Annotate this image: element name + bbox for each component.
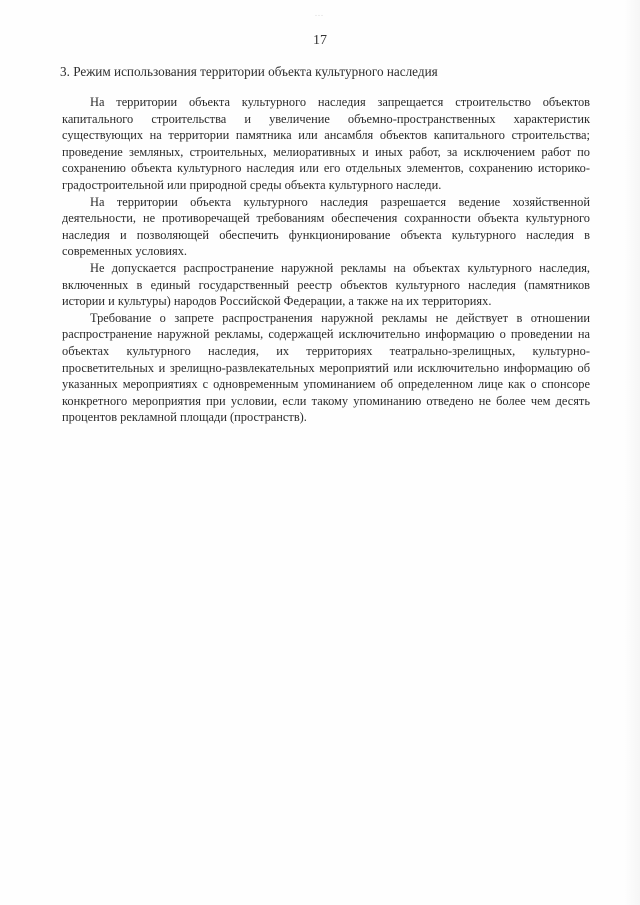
scan-edge-shadow (624, 0, 640, 905)
page-number: 17 (313, 33, 327, 48)
paragraph: На территории объекта культурного наследия разрешается ведение хозяйственной деятельности, не противоречащей требованиям обеспечения сохранности объекта культурного наследия и позволяющей обеспечить функционирование объекта культурного наследия в современных условиях. (62, 194, 590, 259)
paragraph: Не допускается распространение наружной рекламы на объектах культурного наследия, включенных в единый государственный реестр объектов культурного наследия (памятников истории и культуры) народов Российской Федерации, а также на их территориях. (62, 260, 590, 309)
paragraph: Требование о запрете распространения наружной рекламы не действует в отношении распространение наружной рекламы, содержащей исключительно информацию о проведении на объектах культурного наследия, их территориях театрально-зрелищных, культурно-просветительных и зрелищно-развлекательных мероприятий или исключительно информацию об указанных мероприятиях с одновременным упоминанием об определенном лице как о спонсоре конкретного мероприятия при условии, если такому упоминанию отведено не более чем десять процентов рекламной площади (пространств). (62, 310, 590, 425)
faint-header-mark: … (314, 8, 326, 18)
section-title: 3. Режим использования территории объекта культурного наследия (60, 64, 438, 79)
body-text (62, 94, 590, 426)
paragraph: На территории объекта культурного наследия запрещается строительство объектов капитального строительства и увеличение объемно-пространственных характеристик существующих на территории памятника или ансамбля объектов капитального строительства; проведение земляных, строительных, мелиоративных и иных работ, за исключением работ по сохранению объекта культурного наследия или его отдельных элементов, сохранению историко-градостроительной или природной среды объекта культурного наследи. (62, 95, 590, 192)
